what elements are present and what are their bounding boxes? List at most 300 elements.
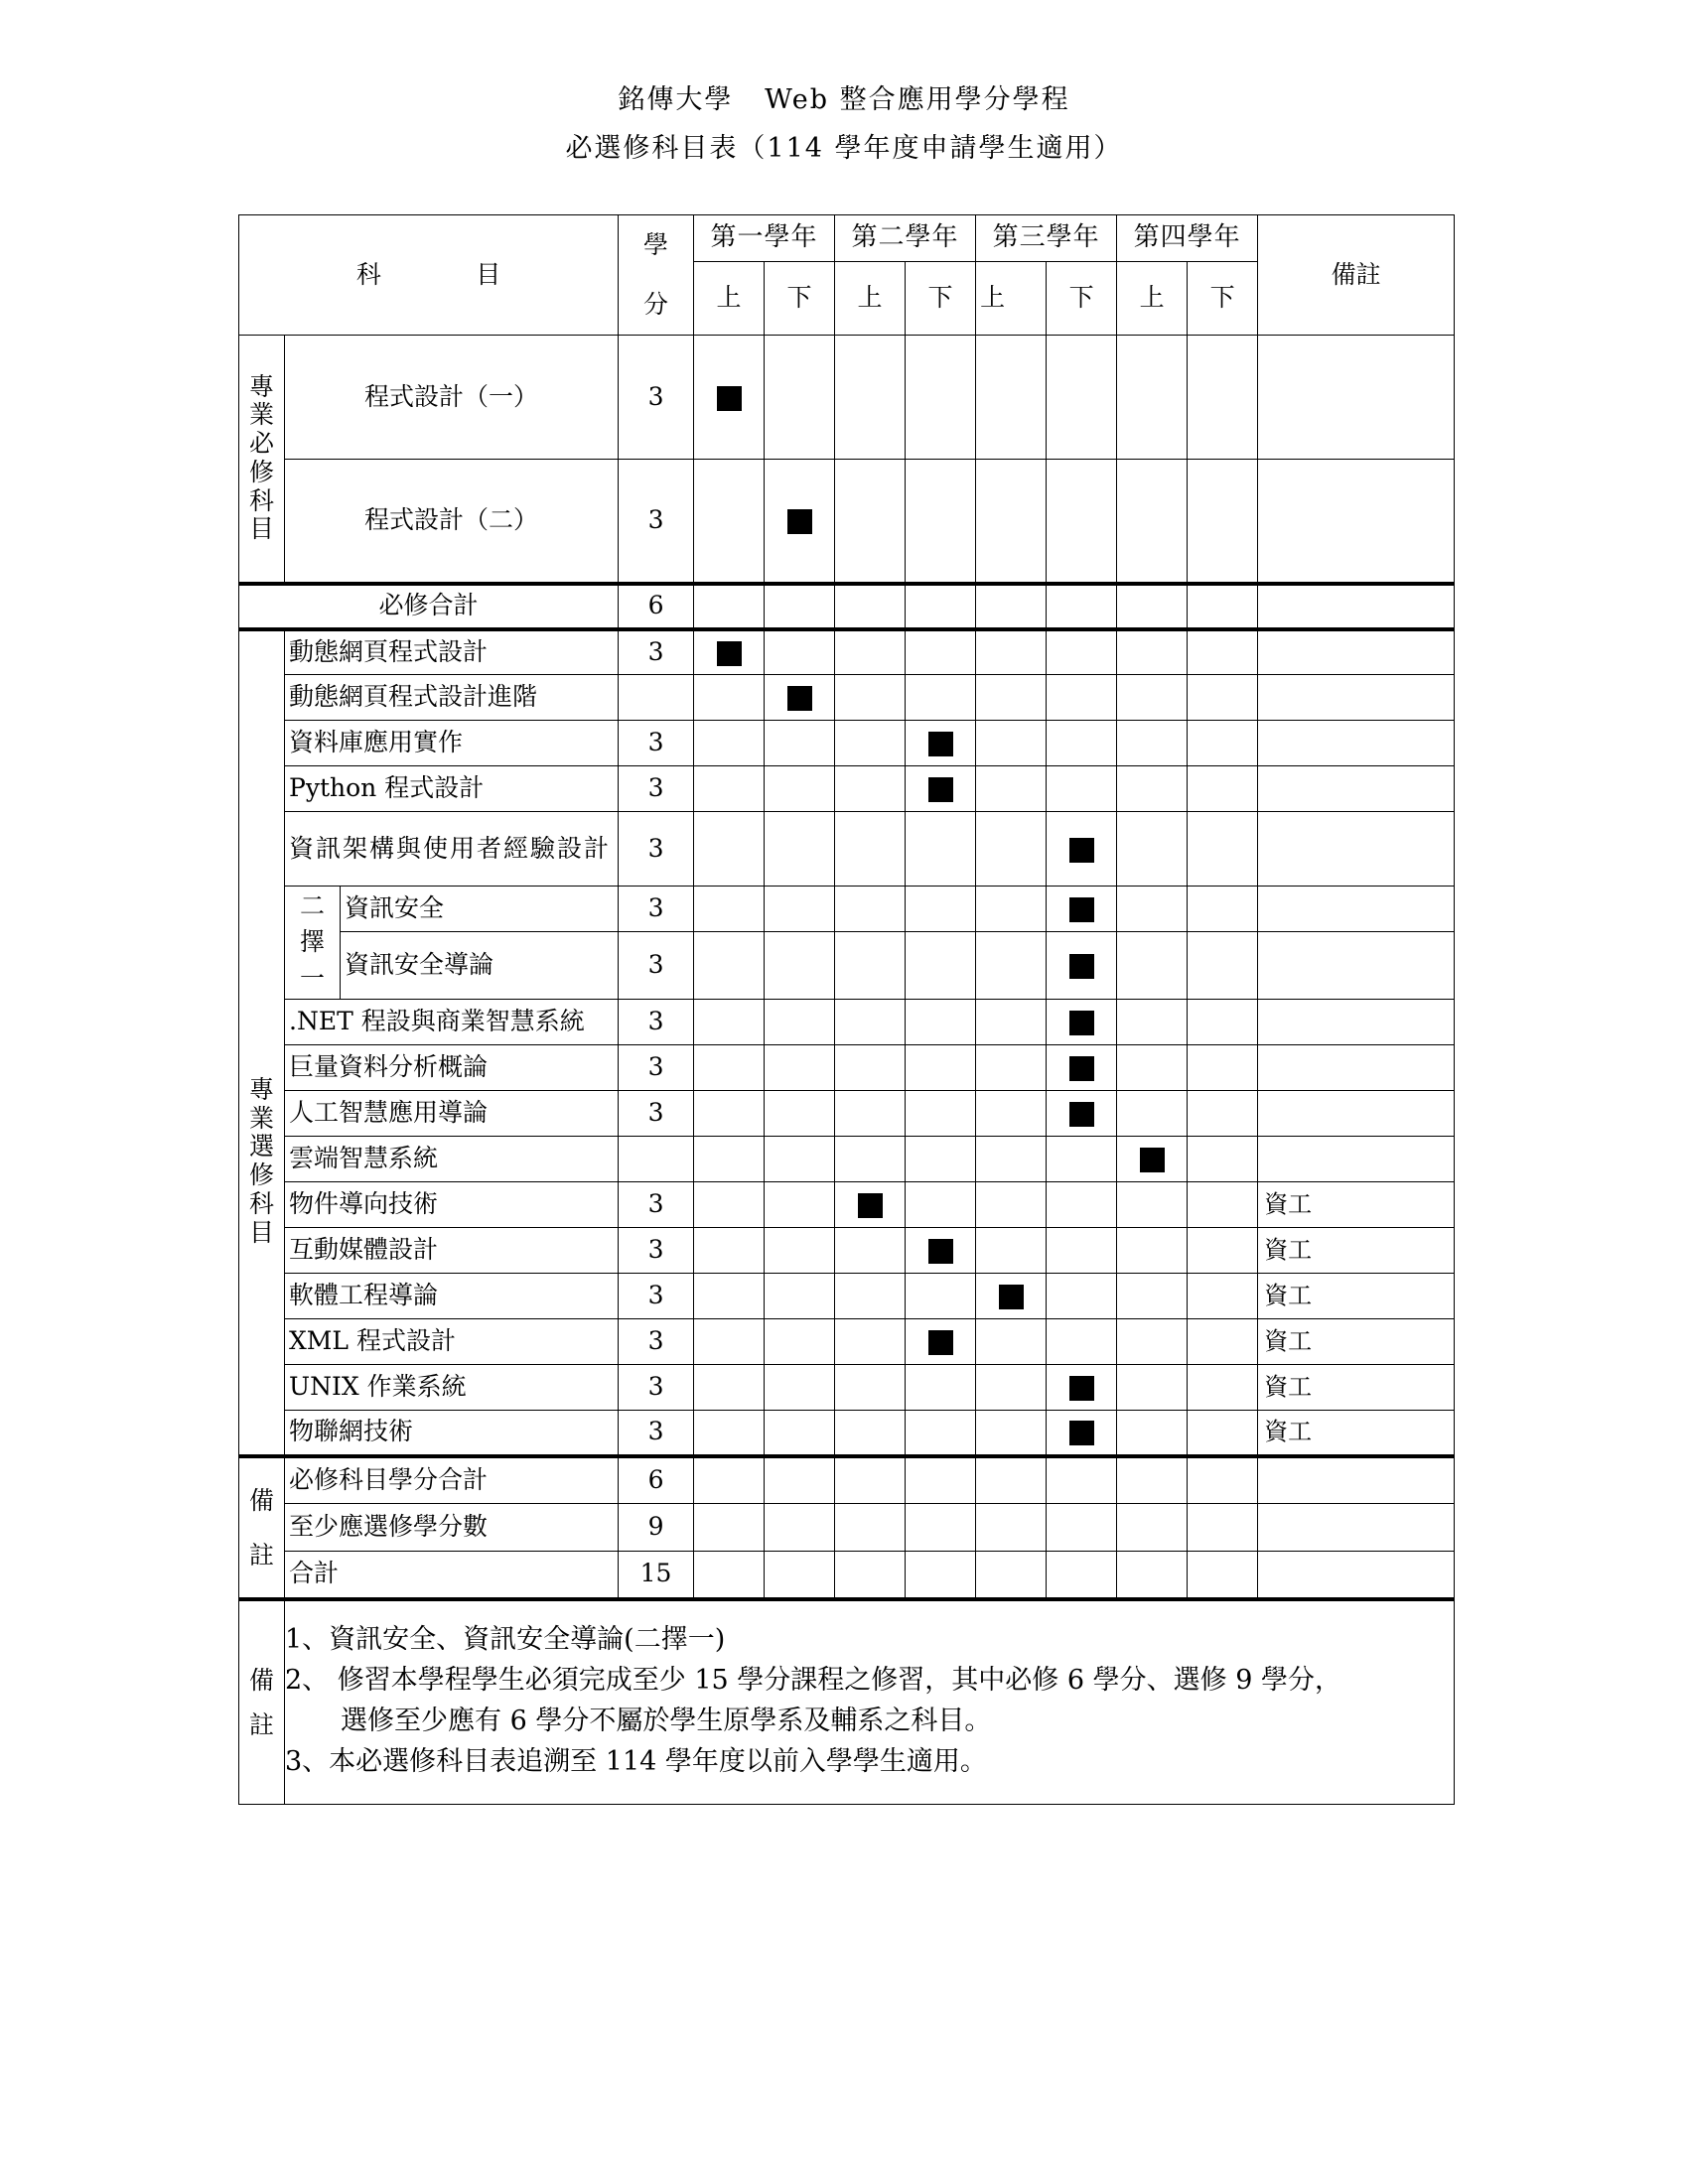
remark-cell xyxy=(1258,812,1455,887)
semester-cell xyxy=(1117,584,1188,629)
semester-cell xyxy=(976,1274,1047,1319)
remark-cell: 資工 xyxy=(1258,1365,1455,1411)
semester-cell xyxy=(1117,1456,1188,1504)
semester-cell xyxy=(765,1319,835,1365)
semester-cell xyxy=(694,766,765,812)
semester-cell xyxy=(835,1045,906,1091)
semester-cell xyxy=(694,629,765,675)
semester-cell xyxy=(1188,721,1258,766)
semester-cell xyxy=(835,1000,906,1045)
table-row xyxy=(239,1365,1455,1411)
semester-cell xyxy=(976,460,1047,584)
course-credit: 3 xyxy=(619,1319,694,1365)
semester-cell xyxy=(835,460,906,584)
semester-cell xyxy=(976,1137,1047,1182)
semester-cell xyxy=(906,721,976,766)
remark-cell: 資工 xyxy=(1258,1319,1455,1365)
semester-cell xyxy=(694,887,765,932)
table-row xyxy=(239,1319,1455,1365)
semester-cell xyxy=(976,1228,1047,1274)
semester-cell xyxy=(835,1274,906,1319)
semester-cell xyxy=(976,584,1047,629)
semester-cell xyxy=(1117,721,1188,766)
remark-cell xyxy=(1258,1000,1455,1045)
course-name: 雲端智慧系統 xyxy=(285,1137,619,1182)
year-2-header: 第二學年 xyxy=(835,215,976,262)
semester-cell xyxy=(1188,812,1258,887)
offered-mark xyxy=(1069,1102,1094,1127)
credit-header: 學 分 xyxy=(619,215,694,336)
semester-cell xyxy=(906,1411,976,1456)
semester-cell xyxy=(1047,1182,1117,1228)
semester-cell xyxy=(1117,1228,1188,1274)
summary-label: 必修科目學分合計 xyxy=(285,1456,619,1504)
semester-cell xyxy=(765,932,835,1000)
course-credit: 3 xyxy=(619,1411,694,1456)
semester-cell xyxy=(1188,1274,1258,1319)
semester-cell xyxy=(694,1182,765,1228)
semester-cell xyxy=(765,887,835,932)
semester-cell xyxy=(1117,1137,1188,1182)
semester-cell xyxy=(1188,1319,1258,1365)
semester-cell xyxy=(1188,887,1258,932)
table-row xyxy=(239,675,1455,721)
semester-cell xyxy=(765,1228,835,1274)
semester-cell xyxy=(835,812,906,887)
remark-cell xyxy=(1258,336,1455,460)
course-table xyxy=(238,214,1455,1805)
semester-cell xyxy=(835,1552,906,1599)
semester-cell xyxy=(1188,1000,1258,1045)
semester-cell xyxy=(906,1137,976,1182)
course-credit: 3 xyxy=(619,1365,694,1411)
semester-cell xyxy=(694,460,765,584)
table-row xyxy=(239,812,1455,887)
table-row xyxy=(239,1228,1455,1274)
semester-cell xyxy=(765,460,835,584)
semester-cell xyxy=(976,1091,1047,1137)
note-item: 2、 修習本學程學生必須完成至少 15 學分課程之修習，其中必修 6 學分、選修 9 學分， xyxy=(285,1664,1341,1696)
semester-cell xyxy=(976,1045,1047,1091)
remark-cell xyxy=(1258,1456,1455,1504)
summary-value: 9 xyxy=(619,1504,694,1552)
semester-cell xyxy=(976,766,1047,812)
offered-mark xyxy=(928,1239,953,1264)
semester-cell xyxy=(976,1504,1047,1552)
offered-mark xyxy=(928,1330,953,1355)
course-name: 物件導向技術 xyxy=(285,1182,619,1228)
offered-mark xyxy=(1069,897,1094,922)
remark-cell xyxy=(1258,932,1455,1000)
course-name: 巨量資料分析概論 xyxy=(285,1045,619,1091)
offered-mark xyxy=(787,686,812,711)
remark-cell xyxy=(1258,766,1455,812)
semester-cell xyxy=(1117,1045,1188,1091)
remark-cell: 資工 xyxy=(1258,1182,1455,1228)
semester-cell xyxy=(1047,584,1117,629)
choose-one-label: 二擇一 xyxy=(285,887,341,1000)
semester-cell xyxy=(976,932,1047,1000)
semester-cell xyxy=(835,675,906,721)
required-subtotal-row xyxy=(239,584,1455,629)
semester-cell xyxy=(1047,1456,1117,1504)
offered-mark xyxy=(928,777,953,802)
table-row xyxy=(239,887,1455,932)
semester-cell xyxy=(906,1228,976,1274)
semester-cell xyxy=(1047,1000,1117,1045)
table-row xyxy=(239,1000,1455,1045)
course-name: 程式設計（一） xyxy=(285,336,619,460)
semester-cell xyxy=(694,1411,765,1456)
semester-cell xyxy=(1047,629,1117,675)
summary-value: 6 xyxy=(619,1456,694,1504)
remark-header: 備註 xyxy=(1258,215,1455,336)
semester-cell xyxy=(694,1000,765,1045)
semester-cell xyxy=(694,1504,765,1552)
semester-cell xyxy=(1188,932,1258,1000)
year-3-header: 第三學年 xyxy=(976,215,1117,262)
note-item: 選修至少應有 6 學分不屬於學生原學系及輔系之科目。 xyxy=(341,1705,992,1736)
table-row xyxy=(239,1091,1455,1137)
semester-cell xyxy=(835,1228,906,1274)
semester-cell xyxy=(1117,812,1188,887)
semester-cell xyxy=(1047,1045,1117,1091)
semester-cell xyxy=(765,812,835,887)
semester-cell xyxy=(835,336,906,460)
semester-cell xyxy=(1188,1182,1258,1228)
semester-cell xyxy=(906,629,976,675)
semester-cell xyxy=(976,1000,1047,1045)
semester-header: 下 xyxy=(1188,262,1258,336)
semester-cell xyxy=(765,1182,835,1228)
semester-cell xyxy=(906,1045,976,1091)
course-credit xyxy=(619,1137,694,1182)
semester-cell xyxy=(906,932,976,1000)
semester-cell xyxy=(694,1091,765,1137)
semester-cell xyxy=(1188,584,1258,629)
semester-cell xyxy=(835,1091,906,1137)
semester-cell xyxy=(1117,629,1188,675)
semester-cell xyxy=(694,721,765,766)
course-credit: 3 xyxy=(619,1182,694,1228)
remark-cell xyxy=(1258,721,1455,766)
semester-cell xyxy=(765,1137,835,1182)
semester-cell xyxy=(1188,1228,1258,1274)
course-credit: 3 xyxy=(619,932,694,1000)
semester-cell xyxy=(835,932,906,1000)
semester-cell xyxy=(765,1091,835,1137)
course-name: 動態網頁程式設計 xyxy=(285,629,619,675)
semester-cell xyxy=(906,1182,976,1228)
course-credit: 3 xyxy=(619,887,694,932)
remark-cell xyxy=(1258,675,1455,721)
semester-cell xyxy=(906,1552,976,1599)
table-row xyxy=(239,629,1455,675)
semester-cell xyxy=(765,1365,835,1411)
semester-cell xyxy=(1047,336,1117,460)
semester-cell xyxy=(1047,1411,1117,1456)
semester-cell xyxy=(765,1411,835,1456)
semester-cell xyxy=(694,1274,765,1319)
semester-cell xyxy=(835,1319,906,1365)
table-row xyxy=(239,1182,1455,1228)
course-credit: 3 xyxy=(619,1091,694,1137)
semester-cell xyxy=(835,766,906,812)
semester-cell xyxy=(1117,766,1188,812)
course-name: .NET 程設與商業智慧系統 xyxy=(285,1000,619,1045)
summary-row xyxy=(239,1552,1455,1599)
semester-cell xyxy=(1047,460,1117,584)
semester-cell xyxy=(906,1000,976,1045)
course-name: 資訊安全導論 xyxy=(341,932,619,1000)
semester-cell xyxy=(765,629,835,675)
remark-cell xyxy=(1258,1091,1455,1137)
semester-cell xyxy=(1117,887,1188,932)
semester-cell xyxy=(1047,1228,1117,1274)
semester-cell xyxy=(694,1045,765,1091)
semester-cell xyxy=(976,1319,1047,1365)
offered-mark xyxy=(1069,838,1094,863)
semester-cell xyxy=(906,336,976,460)
course-credit: 3 xyxy=(619,1228,694,1274)
semester-cell xyxy=(1188,766,1258,812)
semester-cell xyxy=(1047,1504,1117,1552)
semester-cell xyxy=(835,629,906,675)
course-credit: 3 xyxy=(619,629,694,675)
offered-mark xyxy=(717,386,742,411)
document-title: 銘傳大學 Web 整合應用學分學程 xyxy=(618,84,1070,115)
semester-cell xyxy=(765,1045,835,1091)
semester-cell xyxy=(1188,336,1258,460)
semester-cell xyxy=(694,675,765,721)
semester-cell xyxy=(906,887,976,932)
semester-cell xyxy=(906,1091,976,1137)
table-row xyxy=(239,1411,1455,1456)
semester-cell xyxy=(906,675,976,721)
semester-cell xyxy=(1188,1045,1258,1091)
offered-mark xyxy=(1069,1011,1094,1035)
semester-cell xyxy=(906,1274,976,1319)
year-1-header: 第一學年 xyxy=(694,215,835,262)
notes-row xyxy=(239,1599,1455,1805)
table-row xyxy=(239,932,1455,1000)
course-name: 互動媒體設計 xyxy=(285,1228,619,1274)
semester-cell xyxy=(976,1365,1047,1411)
course-name: 物聯網技術 xyxy=(285,1411,619,1456)
semester-cell xyxy=(1047,1552,1117,1599)
course-name: UNIX 作業系統 xyxy=(285,1365,619,1411)
semester-cell xyxy=(976,812,1047,887)
note-item: 3、本必選修科目表追溯至 114 學年度以前入學學生適用。 xyxy=(285,1745,987,1777)
semester-cell xyxy=(835,1137,906,1182)
table-row xyxy=(239,1137,1455,1182)
semester-cell xyxy=(765,584,835,629)
semester-cell xyxy=(906,1319,976,1365)
offered-mark xyxy=(1069,1376,1094,1401)
offered-mark xyxy=(1140,1148,1165,1172)
semester-cell xyxy=(1188,1552,1258,1599)
remark-cell xyxy=(1258,1504,1455,1552)
offered-mark xyxy=(999,1285,1024,1309)
required-subtotal-credit: 6 xyxy=(619,584,694,629)
table-row xyxy=(239,1045,1455,1091)
semester-cell xyxy=(835,1365,906,1411)
semester-cell xyxy=(694,584,765,629)
semester-cell xyxy=(765,1274,835,1319)
semester-cell xyxy=(1047,932,1117,1000)
semester-cell xyxy=(1047,675,1117,721)
semester-cell xyxy=(1188,1504,1258,1552)
course-name: 動態網頁程式設計進階 xyxy=(285,675,619,721)
note-item: 1、資訊安全、資訊安全導論(二擇一) xyxy=(285,1623,726,1655)
semester-cell xyxy=(694,1365,765,1411)
remark-cell xyxy=(1258,1045,1455,1091)
semester-cell xyxy=(835,584,906,629)
semester-cell xyxy=(1047,887,1117,932)
summary-row xyxy=(239,1504,1455,1552)
semester-cell xyxy=(1117,1091,1188,1137)
remark-cell: 資工 xyxy=(1258,1228,1455,1274)
semester-cell xyxy=(1117,1182,1188,1228)
year-4-header: 第四學年 xyxy=(1117,215,1258,262)
semester-cell xyxy=(1117,1000,1188,1045)
course-credit: 3 xyxy=(619,721,694,766)
offered-mark xyxy=(717,641,742,666)
required-subtotal-label: 必修合計 xyxy=(239,584,619,629)
table-row xyxy=(239,721,1455,766)
semester-cell xyxy=(765,1456,835,1504)
table-row xyxy=(239,1274,1455,1319)
summary-label: 合計 xyxy=(285,1552,619,1599)
semester-cell xyxy=(1117,1365,1188,1411)
course-credit: 3 xyxy=(619,336,694,460)
semester-header: 下 xyxy=(765,262,835,336)
semester-cell xyxy=(1188,1411,1258,1456)
semester-cell xyxy=(976,675,1047,721)
semester-cell xyxy=(1117,1274,1188,1319)
semester-cell xyxy=(694,1552,765,1599)
semester-cell xyxy=(765,721,835,766)
table-row xyxy=(239,460,1455,584)
course-name: XML 程式設計 xyxy=(285,1319,619,1365)
course-name: 資訊架構與使用者經驗設計 xyxy=(285,812,619,887)
course-name: 人工智慧應用導論 xyxy=(285,1091,619,1137)
semester-cell xyxy=(1047,1319,1117,1365)
summary-group-label: 備註 xyxy=(239,1456,285,1599)
semester-cell xyxy=(1117,1319,1188,1365)
offered-mark xyxy=(928,732,953,756)
semester-cell xyxy=(1188,460,1258,584)
semester-cell xyxy=(906,584,976,629)
semester-cell xyxy=(906,1365,976,1411)
semester-cell xyxy=(1047,766,1117,812)
required-group-label: 專業必修科目 xyxy=(239,336,285,584)
semester-cell xyxy=(1117,460,1188,584)
semester-cell xyxy=(694,812,765,887)
semester-header: 上 xyxy=(976,262,1047,336)
course-credit: 3 xyxy=(619,766,694,812)
notes-label: 備註 xyxy=(239,1599,285,1805)
semester-cell xyxy=(1047,1137,1117,1182)
semester-cell xyxy=(1047,1365,1117,1411)
semester-cell xyxy=(765,1000,835,1045)
semester-cell xyxy=(1117,675,1188,721)
semester-cell xyxy=(976,629,1047,675)
semester-cell xyxy=(906,1504,976,1552)
semester-cell xyxy=(1117,1552,1188,1599)
semester-cell xyxy=(976,1552,1047,1599)
course-credit xyxy=(619,675,694,721)
offered-mark xyxy=(1069,1421,1094,1445)
semester-cell xyxy=(906,460,976,584)
remark-cell: 資工 xyxy=(1258,1411,1455,1456)
course-credit: 3 xyxy=(619,812,694,887)
course-name: 資訊安全 xyxy=(341,887,619,932)
remark-cell xyxy=(1258,584,1455,629)
course-credit: 3 xyxy=(619,1274,694,1319)
semester-cell xyxy=(694,1456,765,1504)
remark-cell xyxy=(1258,1137,1455,1182)
semester-header: 上 xyxy=(1117,262,1188,336)
semester-cell xyxy=(835,1182,906,1228)
semester-cell xyxy=(1047,721,1117,766)
semester-cell xyxy=(1117,1504,1188,1552)
semester-header: 下 xyxy=(906,262,976,336)
notes-body xyxy=(285,1599,1455,1805)
semester-cell xyxy=(1188,675,1258,721)
course-credit: 3 xyxy=(619,1000,694,1045)
remark-cell xyxy=(1258,1552,1455,1599)
semester-cell xyxy=(976,1411,1047,1456)
semester-cell xyxy=(1188,1456,1258,1504)
semester-cell xyxy=(1117,1411,1188,1456)
course-name: 軟體工程導論 xyxy=(285,1274,619,1319)
course-credit: 3 xyxy=(619,1045,694,1091)
semester-cell xyxy=(1188,1091,1258,1137)
semester-cell xyxy=(694,1228,765,1274)
semester-cell xyxy=(694,1319,765,1365)
semester-cell xyxy=(835,1504,906,1552)
remark-cell xyxy=(1258,460,1455,584)
semester-cell xyxy=(906,1456,976,1504)
semester-cell xyxy=(694,932,765,1000)
offered-mark xyxy=(787,509,812,534)
course-name: Python 程式設計 xyxy=(285,766,619,812)
semester-cell xyxy=(1117,932,1188,1000)
course-name: 程式設計（二） xyxy=(285,460,619,584)
table-row xyxy=(239,766,1455,812)
summary-label: 至少應選修學分數 xyxy=(285,1504,619,1552)
summary-value: 15 xyxy=(619,1552,694,1599)
header-row-1 xyxy=(239,215,1455,262)
semester-cell xyxy=(835,1411,906,1456)
semester-cell xyxy=(906,812,976,887)
semester-cell xyxy=(765,336,835,460)
subject-header: 科 目 xyxy=(239,215,619,336)
semester-cell xyxy=(694,1137,765,1182)
semester-cell xyxy=(1188,1137,1258,1182)
semester-cell xyxy=(976,336,1047,460)
offered-mark xyxy=(1069,1056,1094,1081)
semester-header: 下 xyxy=(1047,262,1117,336)
semester-cell xyxy=(1047,812,1117,887)
semester-cell xyxy=(765,1552,835,1599)
course-name: 資料庫應用實作 xyxy=(285,721,619,766)
semester-cell xyxy=(976,1182,1047,1228)
remark-cell: 資工 xyxy=(1258,1274,1455,1319)
semester-cell xyxy=(835,721,906,766)
semester-header: 上 xyxy=(835,262,906,336)
